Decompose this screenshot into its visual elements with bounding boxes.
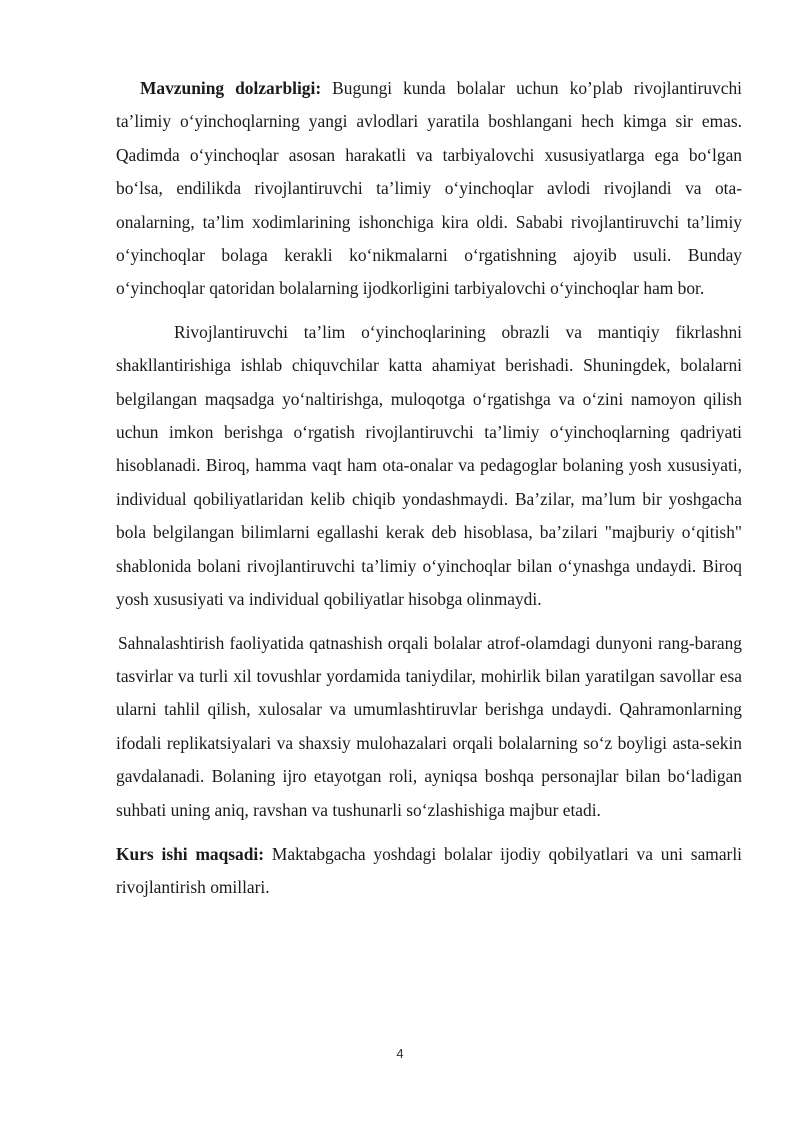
- course-goal-text: Maktabgacha yoshdagi bolalar ijodiy qobilyatlari va uni samarli rivojlantirish omillari.: [116, 843, 742, 898]
- paragraph-staging-activity: Sahnalashtirish faoliyatida qatnashish orqali bolalar atrof-olamdagi dunyoni rang-barang tasvirlar va turli xil tovushlar yordamida taniydilar, mohirlik bilan yaratilgan savollar esa ularni tahlil qilish, xulosalar va umumlashtiruvlar berishga undaydi. Qahramonlarning ifodali replikatsiyalari va shaxsiy mulohazalari orqali bolalarning so‘z boyligi asta-sekin gavdalanadi. Bolaning ijro etayotgan roli, ayniqsa boshqa personajlar bilan bo‘ladigan suhbati uning aniq, ravshan va tushunarli so‘zlashishiga majbur etadi.: [116, 632, 742, 820]
- relevance-text: Bugungi kunda bolalar uchun ko’plab rivojlantiruvchi ta’limiy o‘yinchoqlarning yangi avlodlari yaratila boshlangani hech kimga sir emas. Qadimda o‘yinchoqlar asosan harakatli va tarbiyalovchi xususiyatlarga ega bo‘lgan bo‘lsa, endilikda rivojlantiruvchi ta’limiy o‘yinchoqlar avlodi rivojlandi va ota-onalarning, ta’lim xodimlarining ishonchiga kira oldi. Sababi rivojlantiruvchi ta’limiy o‘yinchoqlar bolaga kerakli ko‘nikmalarni o‘rgatishning ajoyib usuli. Bunday o‘yinchoqlar qatoridan bolalarning ijodkorligini tarbiyalovchi o‘yinchoqlar ham bor.: [116, 78, 742, 299]
- relevance-heading: Mavzuning dolzarbligi:: [140, 78, 322, 98]
- paragraph-relevance: [116, 72, 742, 306]
- document-page: [116, 72, 742, 905]
- paragraph-course-goal: [116, 838, 742, 905]
- paragraph-educational-toys: Rivojlantiruvchi ta’lim o‘yinchoqlarining obrazli va mantiqiy fikrlashni shakllantirishiga ishlab chiquvchilar katta ahamiyat berishadi. Shuningdek, bolalarni belgilangan maqsadga yo‘naltirishga, muloqotga o‘rgatishga va o‘zini namoyon qilish uchun imkon berishga o‘rgatish rivojlantiruvchi ta’limiy o‘yinchoqlarning qadriyati hisoblanadi. Biroq, hamma vaqt ham ota-onalar va pedagoglar bolaning yosh xususiyati, individual qobiliyatlaridan kelib chiqib yondashmaydi. Ba’zilar, ma’lum bir yoshgacha bola belgilangan bilimlarni egallashi kerak deb hisoblasa, ba’zilari "majburiy o‘qitish" shablonida bolani rivojlantiruvchi ta’limiy o‘yinchoqlar bilan o‘ynashga undaydi. Biroq yosh xususiyati va individual qobiliyatlar hisobga olinmaydi.: [116, 321, 742, 610]
- page-number: 4: [396, 1046, 404, 1061]
- course-goal-heading: Kurs ishi maqsadi:: [116, 843, 265, 864]
